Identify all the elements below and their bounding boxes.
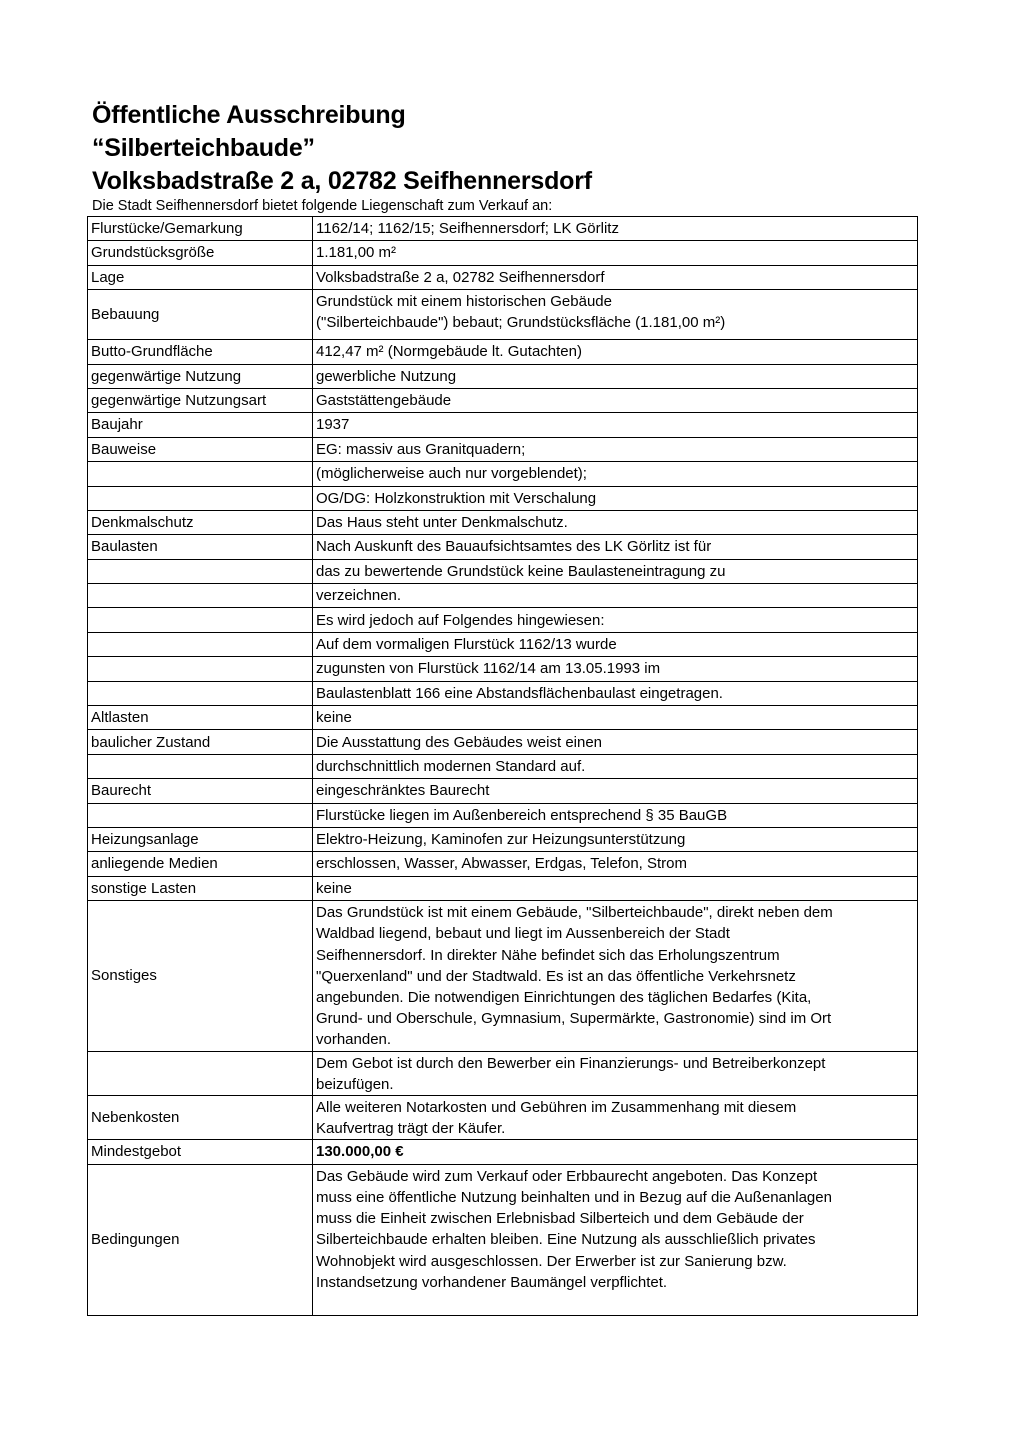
row-value-line: Wohnobjekt wird ausgeschlossen. Der Erwerber ist zur Sanierung bzw.: [316, 1252, 787, 1270]
row-value: zugunsten von Flurstück 1162/14 am 13.05.1993 im: [313, 657, 918, 681]
row-value: 130.000,00 €: [313, 1140, 918, 1164]
row-value: gewerbliche Nutzung: [313, 364, 918, 388]
row-value: 412,47 m² (Normgebäude lt. Gutachten): [313, 340, 918, 364]
row-value-line: Waldbad liegend, bebaut und liegt im Aussenbereich der Stadt: [316, 925, 730, 943]
table-row: [88, 754, 918, 778]
row-label: Baujahr: [88, 413, 313, 437]
row-label: Baulasten: [88, 535, 313, 559]
table-row: [88, 364, 918, 388]
row-value: durchschnittlich modernen Standard auf.: [313, 754, 918, 778]
table-row: [88, 876, 918, 900]
row-label: [88, 486, 313, 510]
row-label: Bebauung: [88, 290, 313, 340]
table-row: [88, 827, 918, 851]
row-value-line: Silberteichbaude erhalten bleiben. Eine Nutzung als ausschließlich privates: [316, 1231, 816, 1249]
row-value-line: Grundstück mit einem historischen Gebäude: [316, 293, 612, 311]
table-row: [88, 462, 918, 486]
row-value: [313, 1164, 918, 1315]
row-label: Sonstiges: [88, 901, 313, 1051]
table-row: [88, 1164, 918, 1315]
row-value-line: muss eine öffentliche Nutzung beinhalten und in Bezug auf die Außenanlagen: [316, 1188, 832, 1206]
title-line-1: Öffentliche Ausschreibung: [92, 101, 406, 129]
row-value: [313, 290, 918, 340]
row-value: Es wird jedoch auf Folgendes hingewiesen:: [313, 608, 918, 632]
row-value: Die Ausstattung des Gebäudes weist einen: [313, 730, 918, 754]
row-label: Altlasten: [88, 706, 313, 730]
row-label: baulicher Zustand: [88, 730, 313, 754]
row-value: (möglicherweise auch nur vorgeblendet);: [313, 462, 918, 486]
table-row: [88, 779, 918, 803]
intro-text: Die Stadt Seifhennersdorf bietet folgende Liegenschaft zum Verkauf an:: [92, 198, 553, 214]
row-value: Flurstücke liegen im Außenbereich entsprechend § 35 BauGB: [313, 803, 918, 827]
table-row: [88, 217, 918, 241]
row-label: [88, 462, 313, 486]
row-value: erschlossen, Wasser, Abwasser, Erdgas, Telefon, Strom: [313, 852, 918, 876]
table-row: [88, 730, 918, 754]
table-row: [88, 340, 918, 364]
row-label: gegenwärtige Nutzung: [88, 364, 313, 388]
table-row: [88, 657, 918, 681]
table-row: [88, 413, 918, 437]
row-label: Mindestgebot: [88, 1140, 313, 1164]
title-line-3: Volksbadstraße 2 a, 02782 Seifhennersdorf: [92, 167, 592, 195]
row-label: Grundstücksgröße: [88, 241, 313, 265]
row-label: [88, 584, 313, 608]
row-value-line: beizufügen.: [316, 1075, 394, 1093]
row-label: Bauweise: [88, 437, 313, 461]
row-label: [88, 1051, 313, 1095]
table-row: [88, 1095, 918, 1139]
row-label: [88, 657, 313, 681]
row-value-line: muss die Einheit zwischen Erlebnisbad Silberteich und dem Gebäude der: [316, 1210, 804, 1228]
row-value: eingeschränktes Baurecht: [313, 779, 918, 803]
table-row: [88, 584, 918, 608]
row-label: Lage: [88, 265, 313, 289]
table-row: [88, 901, 918, 1051]
row-label: Heizungsanlage: [88, 827, 313, 851]
title-block: [92, 99, 592, 198]
table-row: [88, 486, 918, 510]
row-label: anliegende Medien: [88, 852, 313, 876]
row-value: keine: [313, 706, 918, 730]
row-value-line: Alle weiteren Notarkosten und Gebühren im Zusammenhang mit diesem: [316, 1098, 797, 1116]
row-label: [88, 632, 313, 656]
table-row: [88, 388, 918, 412]
row-value: [313, 901, 918, 1051]
row-value: 1162/14; 1162/15; Seifhennersdorf; LK Görlitz: [313, 217, 918, 241]
row-label: [88, 754, 313, 778]
row-label: Denkmalschutz: [88, 510, 313, 534]
row-value-line: Das Gebäude wird zum Verkauf oder Erbbaurecht angeboten. Das Konzept: [316, 1167, 818, 1185]
row-label: Nebenkosten: [88, 1095, 313, 1139]
row-value-line: Grund- und Oberschule, Gymnasium, Supermärkte, Gastronomie) sind im Ort: [316, 1010, 832, 1028]
row-value: Elektro-Heizung, Kaminofen zur Heizungsunterstützung: [313, 827, 918, 851]
row-label: sonstige Lasten: [88, 876, 313, 900]
row-value-line: Das Grundstück ist mit einem Gebäude, "Silberteichbaude", direkt neben dem: [316, 904, 833, 922]
row-value-line: ("Silberteichbaude") bebaut; Grundstücksfläche (1.181,00 m²): [316, 314, 726, 332]
row-value: Nach Auskunft des Bauaufsichtsamtes des LK Görlitz ist für: [313, 535, 918, 559]
row-label: [88, 803, 313, 827]
row-value-line: Dem Gebot ist durch den Bewerber ein Finanzierungs- und Betreiberkonzept: [316, 1054, 826, 1072]
row-value: Gaststättengebäude: [313, 388, 918, 412]
row-label: Flurstücke/Gemarkung: [88, 217, 313, 241]
table-row: [88, 852, 918, 876]
row-label: Bedingungen: [88, 1164, 313, 1315]
row-label: gegenwärtige Nutzungsart: [88, 388, 313, 412]
table-row: [88, 559, 918, 583]
table-row: [88, 803, 918, 827]
table-row: [88, 241, 918, 265]
row-value: Volksbadstraße 2 a, 02782 Seifhennersdorf: [313, 265, 918, 289]
row-value: verzeichnen.: [313, 584, 918, 608]
row-value: 1.181,00 m²: [313, 241, 918, 265]
row-value: [313, 1095, 918, 1139]
table-row: [88, 632, 918, 656]
title-line-2: “Silberteichbaude”: [92, 134, 315, 162]
table-row: [88, 706, 918, 730]
row-label: [88, 608, 313, 632]
row-value-line: Kaufvertrag trägt der Käufer.: [316, 1120, 506, 1138]
row-value: [313, 1051, 918, 1095]
row-value: das zu bewertende Grundstück keine Baulasteneintragung zu: [313, 559, 918, 583]
row-value: OG/DG: Holzkonstruktion mit Verschalung: [313, 486, 918, 510]
row-value-line: Seifhennersdorf. In direkter Nähe befindet sich das Erholungszentrum: [316, 946, 780, 964]
row-label: Baurecht: [88, 779, 313, 803]
row-value-line: Instandsetzung vorhandener Baumängel verpflichtet.: [316, 1273, 668, 1291]
table-row: [88, 1051, 918, 1095]
row-value: Baulastenblatt 166 eine Abstandsflächenbaulast eingetragen.: [313, 681, 918, 705]
row-value-line: "Querxenland" und der Stadtwald. Es ist an das öffentliche Verkehrsnetz: [316, 967, 796, 985]
row-value: EG: massiv aus Granitquadern;: [313, 437, 918, 461]
row-value: Das Haus steht unter Denkmalschutz.: [313, 510, 918, 534]
table-row: [88, 510, 918, 534]
table-row: [88, 290, 918, 340]
row-value-line: angebunden. Die notwendigen Einrichtungen des täglichen Bedarfes (Kita,: [316, 988, 812, 1006]
table-row: [88, 265, 918, 289]
row-label: [88, 681, 313, 705]
table-row: [88, 1140, 918, 1164]
table-row: [88, 535, 918, 559]
row-value: Auf dem vormaligen Flurstück 1162/13 wurde: [313, 632, 918, 656]
row-value: 1937: [313, 413, 918, 437]
property-table: [87, 216, 918, 1316]
row-value-line: vorhanden.: [316, 1031, 392, 1049]
table-row: [88, 681, 918, 705]
table-row: [88, 608, 918, 632]
row-label: [88, 559, 313, 583]
row-value: keine: [313, 876, 918, 900]
row-label: Butto-Grundfläche: [88, 340, 313, 364]
table-row: [88, 437, 918, 461]
